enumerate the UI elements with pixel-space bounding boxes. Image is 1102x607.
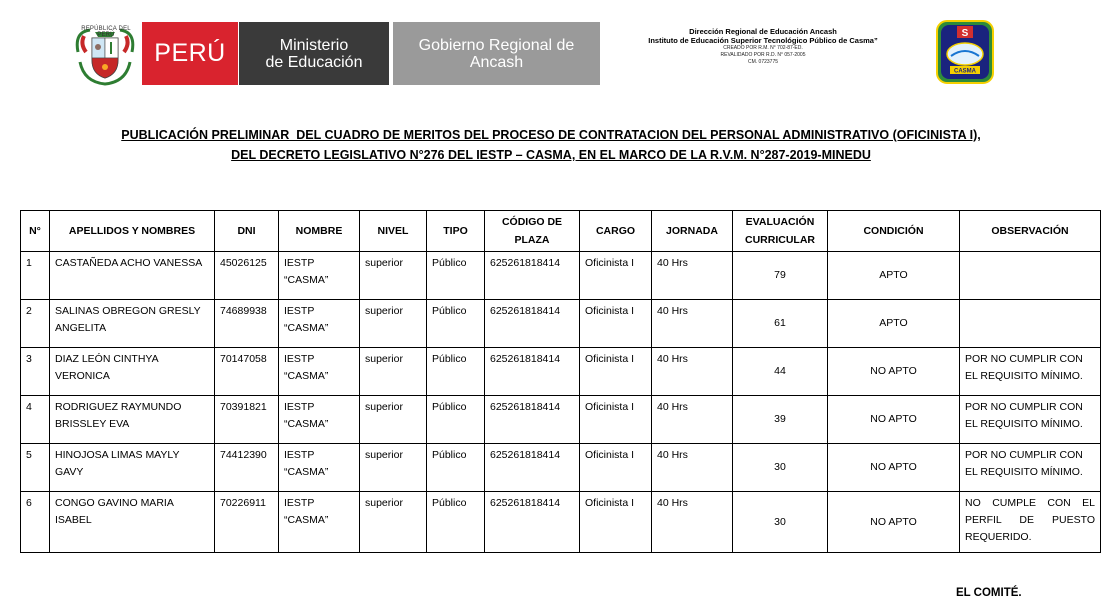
apellidos-line1: DIAZ LEÓN CINTHYA [55, 353, 159, 365]
inst-name-line2: “CASMA” [284, 370, 329, 382]
cell-tipo: Público [427, 492, 485, 553]
cell-condicion: APTO [828, 252, 960, 300]
cell-nombre [279, 300, 360, 348]
cell-tipo: Público [427, 396, 485, 444]
cell-codigo: 625261818414 [485, 252, 580, 300]
cell-nivel: superior [360, 492, 427, 553]
inst-name-line2: “CASMA” [284, 274, 329, 286]
inst-name-line1: IESTP [284, 353, 315, 365]
gore-line1: Gobierno Regional de [418, 36, 575, 54]
table-row [21, 300, 1101, 348]
inst-name-line1: IESTP [284, 305, 315, 317]
codigo-line2: PLAZA [514, 234, 550, 246]
col-header-nivel: NIVEL [360, 211, 427, 252]
col-header-dni: DNI [215, 211, 279, 252]
cell-observacion: POR NO CUMPLIR CON EL REQUISITO MÍNIMO. [960, 348, 1101, 396]
cell-condicion: NO APTO [828, 348, 960, 396]
col-header-evaluacion [733, 211, 828, 252]
apellidos-line2: VERONICA [55, 370, 110, 382]
cell-evaluacion: 30 [733, 444, 828, 492]
cell-nivel: superior [360, 444, 427, 492]
col-header-cargo: CARGO [580, 211, 652, 252]
title-line2: DEL DECRETO LEGISLATIVO N°276 DEL IESTP – CASMA, EN EL MARCO DE LA R.V.M. N°287-2019-MINEDU [231, 148, 871, 162]
cell-cargo: Oficinista I [580, 300, 652, 348]
inst-name-line2: “CASMA” [284, 466, 329, 478]
cell-codigo: 625261818414 [485, 444, 580, 492]
cell-nivel: superior [360, 300, 427, 348]
peru-logo [142, 22, 238, 85]
cell-codigo: 625261818414 [485, 348, 580, 396]
apellidos-line2: ANGELITA [55, 322, 107, 334]
cell-nivel: superior [360, 348, 427, 396]
eval-line2: CURRICULAR [745, 234, 815, 246]
cell-n: 4 [21, 396, 50, 444]
title-line1: PUBLICACIÓN PRELIMINAR DEL CUADRO DE MERITOS DEL PROCESO DE CONTRATACION DEL PERSONAL ADMINISTRATIVO (OFICINISTA I), [121, 128, 981, 142]
cell-nombre [279, 444, 360, 492]
apellidos-line2: BRISSLEY EVA [55, 418, 130, 430]
col-header-jornada: JORNADA [652, 211, 733, 252]
codigo-line1: CÓDIGO DE [501, 216, 563, 228]
cell-condicion: NO APTO [828, 396, 960, 444]
cell-condicion: NO APTO [828, 444, 960, 492]
col-header-apellidos: APELLIDOS Y NOMBRES [50, 211, 215, 252]
cell-dni: 45026125 [215, 252, 279, 300]
cell-apellidos [50, 444, 215, 492]
cell-apellidos [50, 348, 215, 396]
cell-observacion [960, 252, 1101, 300]
escudo-caption: REPÚBLICA DEL PERÚ [81, 26, 131, 38]
inst-name-line1: IESTP [284, 497, 315, 509]
eval-line1: EVALUACIÓN [745, 216, 815, 228]
cell-observacion: POR NO CUMPLIR CON EL REQUISITO MÍNIMO. [960, 396, 1101, 444]
cell-condicion: APTO [828, 300, 960, 348]
apellidos-line1: SALINAS OBREGON GRESLY [55, 305, 201, 317]
cell-evaluacion: 30 [733, 492, 828, 553]
cell-jornada: 40 Hrs [652, 492, 733, 553]
cell-cargo: Oficinista I [580, 492, 652, 553]
cell-n: 5 [21, 444, 50, 492]
table-row [21, 252, 1101, 300]
cell-tipo: Público [427, 300, 485, 348]
cell-n: 3 [21, 348, 50, 396]
cell-cargo: Oficinista I [580, 348, 652, 396]
cell-nivel: superior [360, 396, 427, 444]
cell-n: 6 [21, 492, 50, 553]
col-header-tipo: TIPO [427, 211, 485, 252]
minedu-line1: Ministerio [279, 36, 349, 54]
cell-jornada: 40 Hrs [652, 396, 733, 444]
col-header-n: N° [21, 211, 50, 252]
minedu-line2: de Educación [265, 53, 363, 71]
cell-jornada: 40 Hrs [652, 444, 733, 492]
col-header-codigo [485, 211, 580, 252]
inst-name-line1: IESTP [284, 401, 315, 413]
col-header-condicion: CONDICIÓN [828, 211, 960, 252]
cell-nombre [279, 396, 360, 444]
cell-evaluacion: 61 [733, 300, 828, 348]
minedu-logo [239, 22, 389, 85]
inst-line5: CM. 0723775 [747, 59, 779, 65]
table-row [21, 348, 1101, 396]
document-header [0, 0, 1102, 100]
gore-line2: Ancash [469, 53, 524, 71]
merit-table [20, 210, 1101, 553]
inst-line4: REVALIDADO POR R.D. N° 057-2005 [720, 52, 806, 58]
cell-cargo: Oficinista I [580, 396, 652, 444]
inst-line3: CREADO POR R.M. N° 702-87-ED. [723, 45, 803, 51]
cell-n: 2 [21, 300, 50, 348]
cell-evaluacion: 44 [733, 348, 828, 396]
svg-text:S: S [961, 28, 969, 39]
col-header-nombre: NOMBRE [279, 211, 360, 252]
cell-codigo: 625261818414 [485, 300, 580, 348]
cell-apellidos [50, 252, 215, 300]
cell-jornada: 40 Hrs [652, 252, 733, 300]
cell-dni: 70391821 [215, 396, 279, 444]
inst-name-line2: “CASMA” [284, 418, 329, 430]
institution-info [604, 27, 922, 66]
cell-codigo: 625261818414 [485, 396, 580, 444]
cell-nivel: superior [360, 252, 427, 300]
peru-label: PERÚ [154, 39, 226, 67]
cell-evaluacion: 39 [733, 396, 828, 444]
apellidos-line1: RODRIGUEZ RAYMUNDO [55, 401, 182, 413]
table-row [21, 492, 1101, 553]
apellidos-line1: CASTAÑEDA ACHO VANESSA [55, 257, 203, 269]
cell-tipo: Público [427, 444, 485, 492]
apellidos-line2: GAVY [55, 466, 84, 478]
table-row [21, 444, 1101, 492]
cell-apellidos [50, 300, 215, 348]
cell-codigo: 625261818414 [485, 492, 580, 553]
cell-apellidos [50, 492, 215, 553]
inst-name-line1: IESTP [284, 449, 315, 461]
cell-tipo: Público [427, 348, 485, 396]
cell-n: 1 [21, 252, 50, 300]
cell-cargo: Oficinista I [580, 444, 652, 492]
cell-apellidos [50, 396, 215, 444]
cell-evaluacion: 79 [733, 252, 828, 300]
inst-line1: Dirección Regional de Educación Ancash [689, 27, 837, 36]
inst-name-line2: “CASMA” [284, 322, 329, 334]
committee-signature: EL COMITÉ. [956, 587, 1022, 599]
cell-tipo: Público [427, 252, 485, 300]
cell-dni: 70226911 [215, 492, 279, 553]
document-title [0, 125, 1102, 165]
apellidos-line2: ISABEL [55, 514, 92, 526]
iestp-casma-logo-icon [936, 20, 994, 84]
cell-jornada: 40 Hrs [652, 300, 733, 348]
cell-dni: 70147058 [215, 348, 279, 396]
inst-name-line2: “CASMA” [284, 514, 329, 526]
cell-nombre [279, 492, 360, 553]
table-header-row [21, 211, 1101, 252]
inst-name-line1: IESTP [284, 257, 315, 269]
col-header-observacion: OBSERVACIÓN [960, 211, 1101, 252]
gobierno-regional-logo [393, 22, 600, 85]
cell-nombre [279, 252, 360, 300]
cell-dni: 74412390 [215, 444, 279, 492]
inst-line2: Instituto de Educación Superior Tecnológico Público de Casma” [648, 36, 878, 45]
cell-condicion: NO APTO [828, 492, 960, 553]
table-row [21, 396, 1101, 444]
logo-casma-label: CASMA [954, 68, 976, 75]
cell-observacion [960, 300, 1101, 348]
apellidos-line1: CONGO GAVINO MARIA [55, 497, 174, 509]
apellidos-line1: HINOJOSA LIMAS MAYLY [55, 449, 180, 461]
cell-nombre [279, 348, 360, 396]
cell-jornada: 40 Hrs [652, 348, 733, 396]
cell-observacion: NO CUMPLE CON EL PERFIL DE PUESTO REQUERIDO. [960, 492, 1101, 553]
cell-observacion: POR NO CUMPLIR CON EL REQUISITO MÍNIMO. [960, 444, 1101, 492]
cell-dni: 74689938 [215, 300, 279, 348]
cell-cargo: Oficinista I [580, 252, 652, 300]
